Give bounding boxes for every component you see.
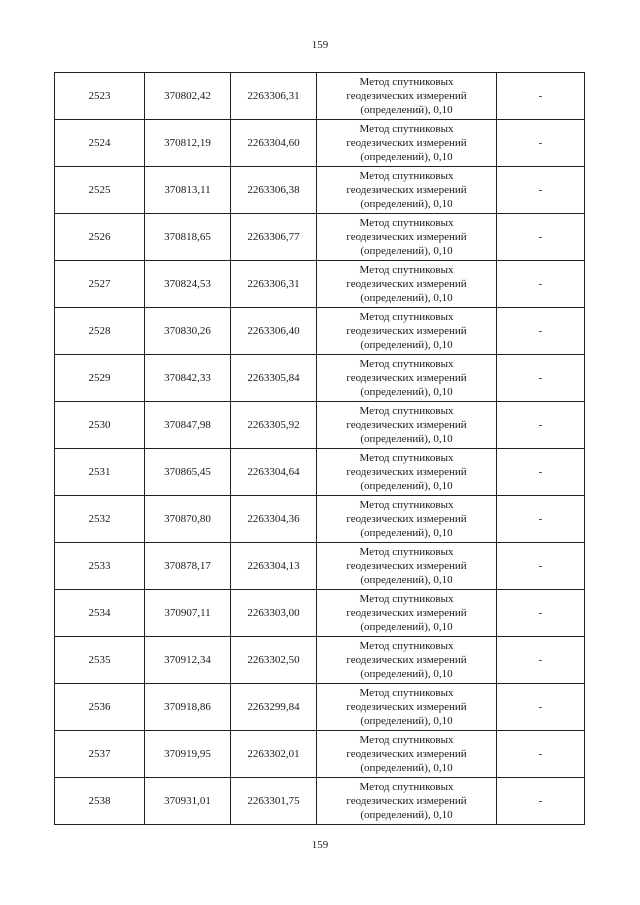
x-coordinate-cell: 370918,86: [145, 684, 231, 731]
x-coordinate-cell: 370865,45: [145, 449, 231, 496]
table-row: [55, 308, 585, 355]
method-text-line: (определений), 0,10: [360, 715, 453, 727]
table-row: [55, 167, 585, 214]
method-text-line: геодезических измерений: [346, 231, 467, 243]
method-text-line: геодезических измерений: [346, 654, 467, 666]
point-id-cell: 2528: [55, 308, 145, 355]
x-coordinate-cell: 370847,98: [145, 402, 231, 449]
method-cell: [317, 261, 497, 308]
method-text-line: Метод спутниковых: [359, 405, 454, 417]
method-text-line: геодезических измерений: [346, 795, 467, 807]
method-text-line: геодезических измерений: [346, 419, 467, 431]
method-text-line: Метод спутниковых: [359, 781, 454, 793]
method-text-line: Метод спутниковых: [359, 217, 454, 229]
extra-cell: -: [497, 684, 585, 731]
method-cell: [317, 543, 497, 590]
method-cell: [317, 402, 497, 449]
point-id-cell: 2538: [55, 778, 145, 825]
method-text-line: геодезических измерений: [346, 466, 467, 478]
method-text-line: (определений), 0,10: [360, 339, 453, 351]
point-id-cell: 2523: [55, 73, 145, 120]
method-text-line: (определений), 0,10: [360, 762, 453, 774]
method-cell: [317, 73, 497, 120]
x-coordinate-cell: 370870,80: [145, 496, 231, 543]
extra-cell: -: [497, 120, 585, 167]
point-id-cell: 2525: [55, 167, 145, 214]
x-coordinate-cell: 370824,53: [145, 261, 231, 308]
extra-cell: -: [497, 167, 585, 214]
method-text-line: Метод спутниковых: [359, 170, 454, 182]
x-coordinate-cell: 370842,33: [145, 355, 231, 402]
method-text-line: геодезических измерений: [346, 607, 467, 619]
method-text-line: геодезических измерений: [346, 184, 467, 196]
table-row: [55, 73, 585, 120]
y-coordinate-cell: 2263301,75: [231, 778, 317, 825]
extra-cell: -: [497, 261, 585, 308]
x-coordinate-cell: 370812,19: [145, 120, 231, 167]
method-cell: [317, 590, 497, 637]
point-id-cell: 2524: [55, 120, 145, 167]
x-coordinate-cell: 370907,11: [145, 590, 231, 637]
method-cell: [317, 731, 497, 778]
x-coordinate-cell: 370919,95: [145, 731, 231, 778]
point-id-cell: 2529: [55, 355, 145, 402]
table-row: [55, 590, 585, 637]
y-coordinate-cell: 2263304,64: [231, 449, 317, 496]
point-id-cell: 2527: [55, 261, 145, 308]
method-text-line: геодезических измерений: [346, 137, 467, 149]
extra-cell: -: [497, 496, 585, 543]
method-text-line: (определений), 0,10: [360, 151, 453, 163]
method-text-line: (определений), 0,10: [360, 292, 453, 304]
method-cell: [317, 449, 497, 496]
y-coordinate-cell: 2263304,36: [231, 496, 317, 543]
extra-cell: -: [497, 731, 585, 778]
point-id-cell: 2533: [55, 543, 145, 590]
method-cell: [317, 120, 497, 167]
point-id-cell: 2532: [55, 496, 145, 543]
method-text-line: геодезических измерений: [346, 90, 467, 102]
x-coordinate-cell: 370830,26: [145, 308, 231, 355]
extra-cell: -: [497, 543, 585, 590]
extra-cell: -: [497, 778, 585, 825]
point-id-cell: 2530: [55, 402, 145, 449]
point-id-cell: 2531: [55, 449, 145, 496]
method-text-line: (определений), 0,10: [360, 621, 453, 633]
method-text-line: (определений), 0,10: [360, 574, 453, 586]
method-text-line: Метод спутниковых: [359, 687, 454, 699]
extra-cell: -: [497, 308, 585, 355]
method-cell: [317, 308, 497, 355]
method-cell: [317, 167, 497, 214]
point-id-cell: 2536: [55, 684, 145, 731]
x-coordinate-cell: 370878,17: [145, 543, 231, 590]
coordinates-table: [54, 72, 585, 825]
method-text-line: Метод спутниковых: [359, 311, 454, 323]
method-text-line: Метод спутниковых: [359, 358, 454, 370]
method-text-line: (определений), 0,10: [360, 527, 453, 539]
point-id-cell: 2537: [55, 731, 145, 778]
table-row: [55, 449, 585, 496]
method-text-line: (определений), 0,10: [360, 668, 453, 680]
table-row: [55, 684, 585, 731]
page-number-bottom: 159: [311, 839, 329, 851]
method-cell: [317, 684, 497, 731]
table-row: [55, 214, 585, 261]
method-text-line: геодезических измерений: [346, 278, 467, 290]
method-text-line: геодезических измерений: [346, 372, 467, 384]
method-text-line: (определений), 0,10: [360, 433, 453, 445]
extra-cell: -: [497, 449, 585, 496]
table-row: [55, 543, 585, 590]
method-text-line: Метод спутниковых: [359, 499, 454, 511]
x-coordinate-cell: 370912,34: [145, 637, 231, 684]
method-text-line: геодезических измерений: [346, 701, 467, 713]
y-coordinate-cell: 2263302,01: [231, 731, 317, 778]
method-text-line: Метод спутниковых: [359, 546, 454, 558]
extra-cell: -: [497, 214, 585, 261]
coordinates-table-body: [55, 73, 585, 825]
extra-cell: -: [497, 355, 585, 402]
method-text-line: Метод спутниковых: [359, 76, 454, 88]
method-text-line: Метод спутниковых: [359, 734, 454, 746]
table-row: [55, 261, 585, 308]
method-text-line: (определений), 0,10: [360, 809, 453, 821]
y-coordinate-cell: 2263306,31: [231, 73, 317, 120]
extra-cell: -: [497, 73, 585, 120]
method-cell: [317, 637, 497, 684]
table-row: [55, 496, 585, 543]
y-coordinate-cell: 2263304,13: [231, 543, 317, 590]
method-cell: [317, 496, 497, 543]
method-text-line: Метод спутниковых: [359, 452, 454, 464]
x-coordinate-cell: 370813,11: [145, 167, 231, 214]
method-text-line: (определений), 0,10: [360, 245, 453, 257]
y-coordinate-cell: 2263306,77: [231, 214, 317, 261]
method-text-line: геодезических измерений: [346, 748, 467, 760]
table-row: [55, 731, 585, 778]
point-id-cell: 2535: [55, 637, 145, 684]
method-text-line: Метод спутниковых: [359, 640, 454, 652]
method-cell: [317, 214, 497, 261]
method-text-line: Метод спутниковых: [359, 123, 454, 135]
method-text-line: (определений), 0,10: [360, 386, 453, 398]
method-text-line: Метод спутниковых: [359, 264, 454, 276]
y-coordinate-cell: 2263306,31: [231, 261, 317, 308]
extra-cell: -: [497, 590, 585, 637]
method-text-line: Метод спутниковых: [359, 593, 454, 605]
y-coordinate-cell: 2263305,84: [231, 355, 317, 402]
method-text-line: (определений), 0,10: [360, 198, 453, 210]
x-coordinate-cell: 370802,42: [145, 73, 231, 120]
y-coordinate-cell: 2263306,38: [231, 167, 317, 214]
method-cell: [317, 778, 497, 825]
table-row: [55, 778, 585, 825]
method-cell: [317, 355, 497, 402]
method-text-line: геодезических измерений: [346, 513, 467, 525]
x-coordinate-cell: 370931,01: [145, 778, 231, 825]
point-id-cell: 2526: [55, 214, 145, 261]
table-row: [55, 637, 585, 684]
y-coordinate-cell: 2263306,40: [231, 308, 317, 355]
y-coordinate-cell: 2263303,00: [231, 590, 317, 637]
method-text-line: геодезических измерений: [346, 560, 467, 572]
extra-cell: -: [497, 637, 585, 684]
y-coordinate-cell: 2263305,92: [231, 402, 317, 449]
method-text-line: геодезических измерений: [346, 325, 467, 337]
table-row: [55, 120, 585, 167]
x-coordinate-cell: 370818,65: [145, 214, 231, 261]
table-row: [55, 402, 585, 449]
table-row: [55, 355, 585, 402]
extra-cell: -: [497, 402, 585, 449]
y-coordinate-cell: 2263302,50: [231, 637, 317, 684]
method-text-line: (определений), 0,10: [360, 480, 453, 492]
method-text-line: (определений), 0,10: [360, 104, 453, 116]
y-coordinate-cell: 2263304,60: [231, 120, 317, 167]
point-id-cell: 2534: [55, 590, 145, 637]
page-number-top: 159: [311, 39, 329, 51]
y-coordinate-cell: 2263299,84: [231, 684, 317, 731]
